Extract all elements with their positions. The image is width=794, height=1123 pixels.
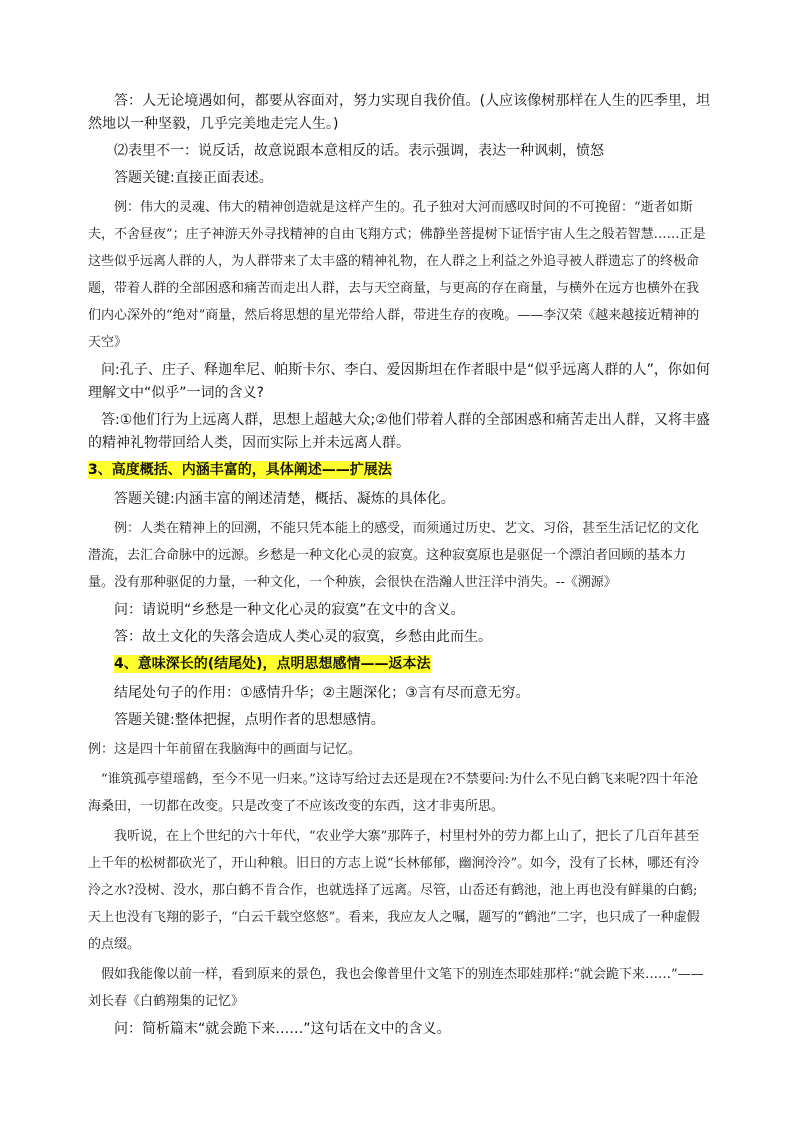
- example-paragraph: 例：伟大的灵魂、伟大的精神创造就是这样产生的。孔子独对大河而感叹时间的不可挽留：“逝者如斯夫，不舍昼夜”；庄子神游天外寻找精神的自由飞翔方式；佛静坐菩提树下证悟宇宙人生之般若智慧……正是这些似乎远离人群的人，为人群带来了太丰盛的精神礼物，在人群之上利益之外追寻被人群遗忘了的终极命题，带着人群的全部困惑和痛苦而走出人群，去与天空商量，与更高的存在商量，与横外在远方也横外在我们内心深外的“绝对”商量，然后将思想的星光带给人群，带进生存的夜晚。——李汉荣《越来越接近精神的天空》: [88, 200, 706, 350]
- highlighted-heading: 4、意味深长的(结尾处)，点明思想感情——返本法: [114, 656, 431, 672]
- answer-paragraph: 答：故土文化的失落会造成人类心灵的寂寞，乡愁由此而生。: [114, 629, 492, 645]
- answer-paragraph: 答:①他们行为上远离人群，思想上超越大众;②他们带着人群的全部困惑和痛苦走出人群，又将丰盛的精神礼物带回给人类，因而实际上并未远离人群。: [88, 412, 710, 451]
- key-paragraph: 答题关键:内涵丰富的阐述清楚，概括、凝炼的具体化。: [114, 491, 455, 507]
- example-paragraph: 我听说，在上个世纪的六十年代，“农业学大寨”那阵子，村里村外的劳力都上山了，把长了几百年甚至上千年的松树都砍光了，开山种粮。旧日的方志上说“长林郁郁，幽涧泠泠”。如今，没有了长林，哪还有泠泠之水?没树、没水，那白鹤不肯合作，也就选择了远离。尽管，山岙还有鹤池，池上再也没有鲜巢的白鹤;天上也没有飞翔的影子，“白云千载空悠悠”。看来，我应友人之嘱，题写的“鹤池”二字，也只成了一种虚假的点缀。: [88, 829, 700, 952]
- answer-paragraph: 答：人无论境遇如何，都要从容面对，努力实现自我价值。(人应该像树那样在人生的匹季里，坦然地以一种坚毅，几乎完美地走完人生。): [88, 93, 710, 132]
- key-paragraph: 答题关键:整体把握，点明作者的思想感情。: [114, 712, 385, 728]
- example-paragraph: 假如我能像以前一样，看到原来的景色，我也会像普里什文笔下的别连杰耶娃那样:“就会跪下来……”——刘长春《白鹤翔集的记忆》: [88, 967, 704, 1009]
- document-body: [88, 90, 710, 1045]
- example-paragraph: 例：这是四十年前留在我脑海中的画面与记忆。: [88, 742, 362, 757]
- example-paragraph: “谁筑孤亭望瑶鹤，至今不见一归来。”这诗写给过去还是现在?不禁要问:为什么不见白鹤飞来呢?四十年沧海桑田，一切都在改变。只是改变了不应该改变的东西，这才非夷所思。: [88, 772, 699, 814]
- example-paragraph: 例：人类在精神上的回溯，不能只凭本能上的感受，而须通过历史、艺文、习俗，甚至生活记忆的文化潜流，去汇合命脉中的远源。乡愁是一种文化心灵的寂寞。这种寂寞原也是驱促一个漂泊者回顾的基本力量。没有那种驱促的力量，一种文化，一个种族，会很快在浩瀚人世汪洋中消失。--《溯源》: [88, 521, 700, 590]
- section-heading-4: [88, 653, 710, 676]
- function-paragraph: 结尾处句子的作用：①感情升华；②主题深化；③言有尽而意无穷。: [114, 685, 530, 701]
- section-heading-3: [88, 459, 710, 482]
- question-paragraph: 问：请说明“乡愁是一种文化心灵的寂寞”在文中的含义。: [114, 602, 465, 618]
- key-paragraph: 答题关键:直接正面表述。: [114, 170, 273, 186]
- question-paragraph: 问：简析篇末“就会跪下来……”这句话在文中的含义。: [114, 1021, 451, 1037]
- highlighted-heading: 3、高度概括、内涵丰富的，具体阐述——扩展法: [88, 462, 392, 478]
- rule-paragraph: ⑵表里不一：说反话，故意说跟本意相反的话。表示强调，表达一种讽刺，愤怒: [114, 143, 604, 159]
- question-paragraph: 问:孔子、庄子、释迦牟尼、帕斯卡尔、李白、爱因斯坦在作者眼中是“似乎远离人群的人”，你如何理解文中“似乎”一词的含义?: [88, 362, 710, 401]
